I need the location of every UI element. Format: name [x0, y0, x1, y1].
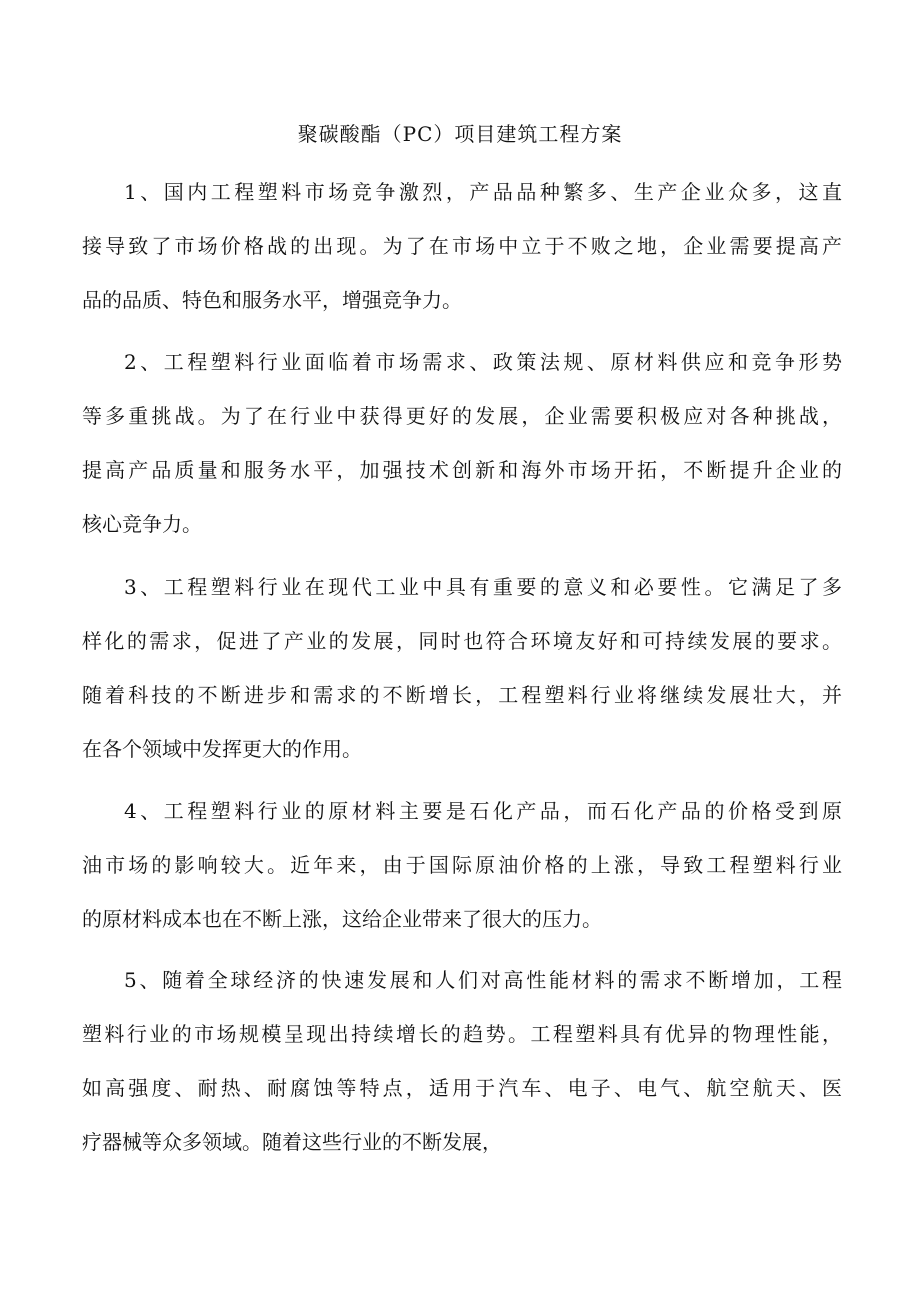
paragraph-line: 样化的需求，促进了产业的发展，同时也符合环境友好和可持续发展的要求。 [82, 629, 842, 653]
paragraph-line: 油市场的影响较大。近年来，由于国际原油价格的上涨，导致工程塑料行业 [82, 853, 842, 877]
paragraph-line: 3、工程塑料行业在现代工业中具有重要的意义和必要性。它满足了多 [124, 575, 842, 599]
paragraph-line: 疗器械等众多领域。随着这些行业的不断发展， [82, 1130, 502, 1154]
paragraph-line: 提高产品质量和服务水平，加强技术创新和海外市场开拓，不断提升企业的 [82, 458, 842, 482]
paragraph-line: 2、工程塑料行业面临着市场需求、政策法规、原材料供应和竞争形势 [124, 350, 842, 374]
paragraph-5 [82, 953, 842, 1169]
paragraph-line: 核心竞争力。 [82, 512, 202, 536]
document-title: 聚碳酸酯（PC）项目建筑工程方案 [297, 122, 623, 146]
paragraph-line: 如高强度、耐热、耐腐蚀等特点，适用于汽车、电子、电气、航空航天、医 [82, 1076, 842, 1100]
paragraph-line: 等多重挑战。为了在行业中获得更好的发展，企业需要积极应对各种挑战， [82, 404, 842, 428]
paragraph-line: 接导致了市场价格战的出现。为了在市场中立于不败之地，企业需要提高产 [82, 234, 842, 258]
paragraph-4 [82, 784, 842, 946]
paragraph-line: 塑料行业的市场规模呈现出持续增长的趋势。工程塑料具有优异的物理性能， [82, 1022, 842, 1046]
paragraph-line: 在各个领域中发挥更大的作用。 [82, 737, 362, 761]
paragraph-line: 的原材料成本也在不断上涨，这给企业带来了很大的压力。 [82, 907, 602, 931]
paragraph-2 [82, 335, 842, 551]
paragraph-line: 5、随着全球经济的快速发展和人们对高性能材料的需求不断增加，工程 [124, 968, 842, 992]
paragraph-1 [82, 165, 842, 327]
paragraph-line: 4、工程塑料行业的原材料主要是石化产品，而石化产品的价格受到原 [124, 799, 842, 823]
paragraph-3 [82, 560, 842, 776]
paragraph-line: 随着科技的不断进步和需求的不断增长，工程塑料行业将继续发展壮大，并 [82, 683, 842, 707]
paragraph-line: 1、国内工程塑料市场竞争激烈，产品品种繁多、生产企业众多，这直 [124, 180, 842, 204]
paragraph-line: 品的品质、特色和服务水平，增强竞争力。 [82, 288, 462, 312]
